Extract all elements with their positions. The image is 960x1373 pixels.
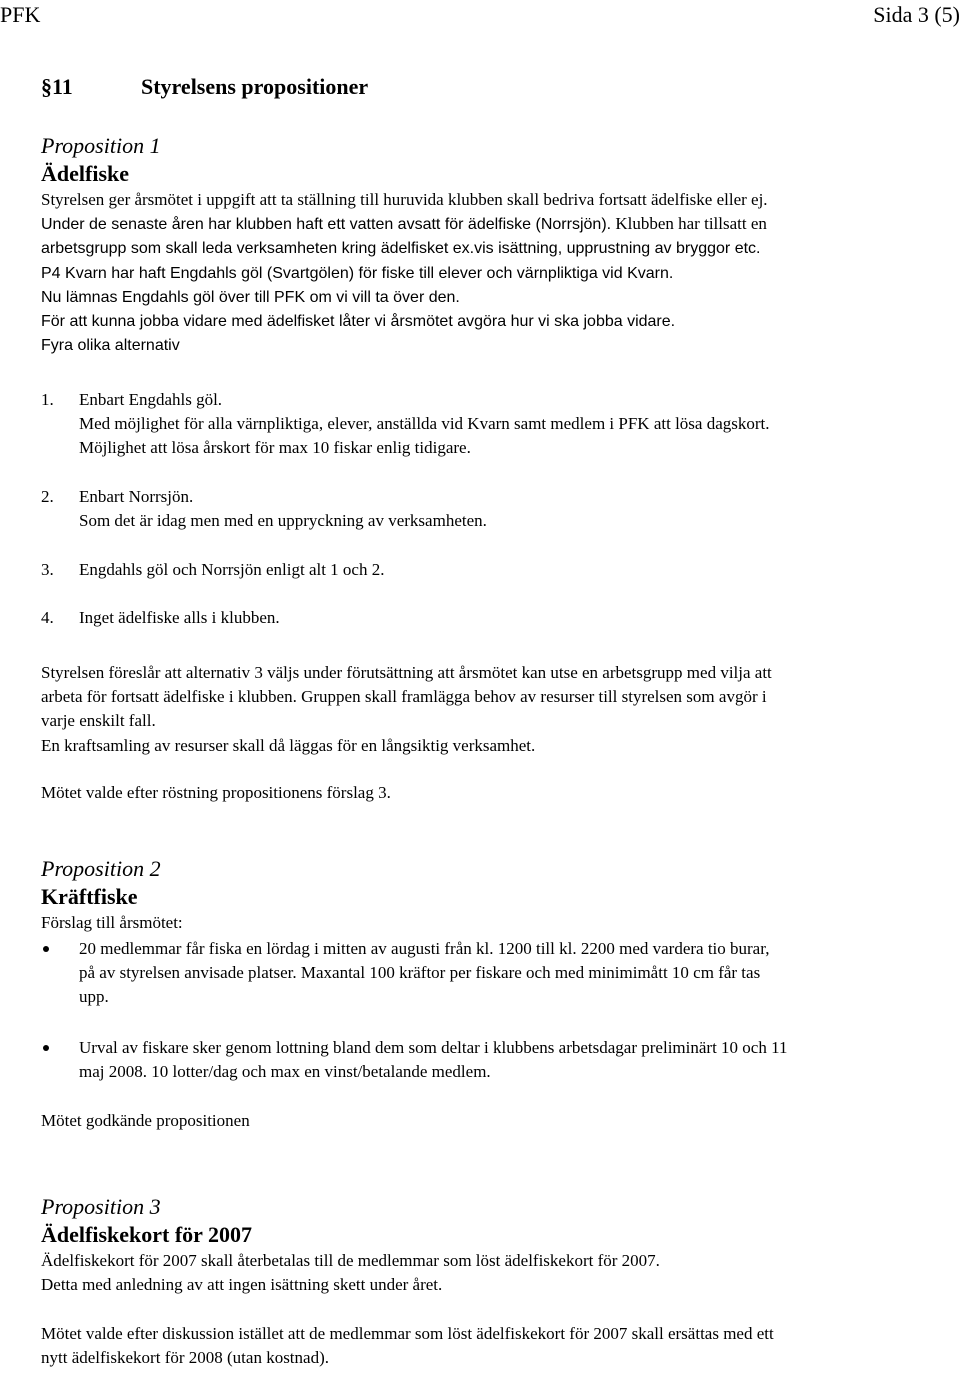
paragraph-line: Ädelfiskekort för 2007 skall återbetalas till de medlemmar som löst ädelfiskekort för 2007.	[41, 1251, 660, 1270]
paragraph-line-part: Klubben har tillsatt en	[611, 214, 767, 234]
decision	[41, 1109, 956, 1133]
bullet-icon	[43, 1045, 49, 1051]
section-title: Styrelsens propositioner	[141, 74, 369, 99]
paragraph-line	[41, 212, 956, 237]
alternatives-list	[41, 558, 956, 582]
decision-text: nytt ädelfiskekort för 2008 (utan kostnad).	[41, 1348, 329, 1368]
paragraph-line: Styrelsen ger årsmötet i uppgift att ta ställning till huruvida klubben skall bedriva fortsatt ädelfiske eller ej.	[41, 190, 768, 209]
paragraph-line: För att kunna jobba vidare med ädelfisket låter vi årsmötet avgöra hur vi ska jobba vidare.	[41, 313, 676, 331]
list-item	[41, 606, 956, 630]
page-header	[0, 0, 960, 30]
decision	[41, 781, 956, 805]
alternative-title: Enbart Engdahls göl.	[79, 390, 223, 409]
bullet-line: maj 2008. 10 lotter/dag och max en vinst/betalande medlem.	[79, 1062, 491, 1082]
proposition-title: Proposition 3	[41, 1194, 161, 1219]
paragraph-line: Fyra olika alternativ	[41, 337, 180, 355]
bullet-list	[41, 1036, 956, 1084]
header-org: PFK	[0, 2, 41, 27]
paragraph-line: Styrelsen föreslår att alternativ 3 väljs under förutsättning att årsmötet kan utse en arbetsgrupp med vilja att	[41, 663, 772, 682]
list-item	[41, 937, 956, 1010]
paragraph-line: arbeta för fortsatt ädelfiske i klubben. Gruppen skall framlägga behov av resurser till styrelsen som avgör i	[41, 687, 767, 707]
bullet-line: 20 medlemmar får fiska en lördag i mitten av augusti från kl. 1200 till kl. 2200 med vardera tio burar,	[79, 939, 770, 958]
section-heading	[41, 72, 368, 102]
proposition-title: Proposition 1	[41, 133, 161, 158]
paragraph-line: P4 Kvarn har haft Engdahls göl (Svartgölen) för fiske till elever och värnpliktiga vid Kvarn.	[41, 264, 674, 282]
list-item	[41, 558, 956, 582]
paragraph-line: Detta med anledning av att ingen isättning skett under året.	[41, 1275, 443, 1295]
proposition-3	[41, 1193, 956, 1297]
bullet-line: på av styrelsen anvisade platser. Maxantal 100 kräftor per fiskare och med minimimått 10 cm får tas	[79, 963, 761, 983]
alternative-title: Inget ädelfiske alls i klubben.	[79, 608, 280, 627]
section-number: §11	[41, 74, 73, 99]
list-item	[41, 485, 956, 533]
bullet-line: Urval av fiskare sker genom lottning bland dem som deltar i klubbens arbetsdagar preliminärt 10 och 11	[79, 1038, 788, 1057]
proposition-subtitle: Ädelfiske	[41, 161, 129, 186]
list-item	[41, 388, 956, 461]
proposition-2	[41, 855, 956, 935]
list-number: 4.	[41, 608, 54, 627]
proposition-subtitle: Ädelfiskekort för 2007	[41, 1222, 253, 1247]
decision	[41, 1322, 956, 1370]
decision-text: Mötet valde efter diskussion istället att de medlemmar som löst ädelfiskekort för 2007 skall ersättas med ett	[41, 1324, 774, 1343]
list-number: 1.	[41, 390, 54, 409]
decision-text: Mötet godkände propositionen	[41, 1111, 250, 1130]
paragraph-line: varje enskilt fall.	[41, 711, 156, 731]
decision-text: Mötet valde efter röstning propositionens förslag 3.	[41, 783, 391, 802]
bullet-list	[41, 937, 956, 1010]
alternative-detail: Möjlighet att lösa årskort för max 10 fiskar enlig tidigare.	[79, 438, 471, 458]
alternative-title: Engdahls göl och Norrsjön enligt alt 1 och 2.	[79, 560, 385, 579]
alternatives-list	[41, 606, 956, 630]
list-number: 2.	[41, 487, 54, 506]
header-page-number: Sida 3 (5)	[873, 2, 960, 27]
list-item	[41, 1036, 956, 1084]
alternatives-list	[41, 485, 956, 533]
bullet-icon	[43, 946, 49, 952]
paragraph-line: arbetsgrupp som skall leda verksamheten kring ädelfisket ex.vis isättning, upprustning av bryggor etc.	[41, 240, 761, 258]
alternative-detail: Med möjlighet för alla värnpliktiga, elever, anställda vid Kvarn samt medlem i PFK att lösa dagskort.	[79, 414, 770, 434]
proposition-1	[41, 132, 956, 358]
alternatives-list	[41, 388, 956, 461]
paragraph-line: En kraftsamling av resurser skall då läggas för en långsiktig verksamhet.	[41, 735, 536, 755]
paragraph-line-part: Under de senaste åren har klubben haft ett vatten avsatt för ädelfiske (Norrsjön).	[41, 216, 612, 234]
recommendation	[41, 661, 956, 758]
alternative-title: Enbart Norrsjön.	[79, 487, 194, 506]
alternative-detail: Som det är idag men med en uppryckning av verksamheten.	[79, 511, 487, 531]
proposition-title: Proposition 2	[41, 856, 161, 881]
bullet-line: upp.	[79, 987, 109, 1007]
proposition-subtitle: Kräftfiske	[41, 884, 138, 909]
list-number: 3.	[41, 560, 54, 579]
paragraph-line: Nu lämnas Engdahls göl över till PFK om vi vill ta över den.	[41, 288, 460, 306]
proposition-intro: Förslag till årsmötet:	[41, 913, 183, 932]
